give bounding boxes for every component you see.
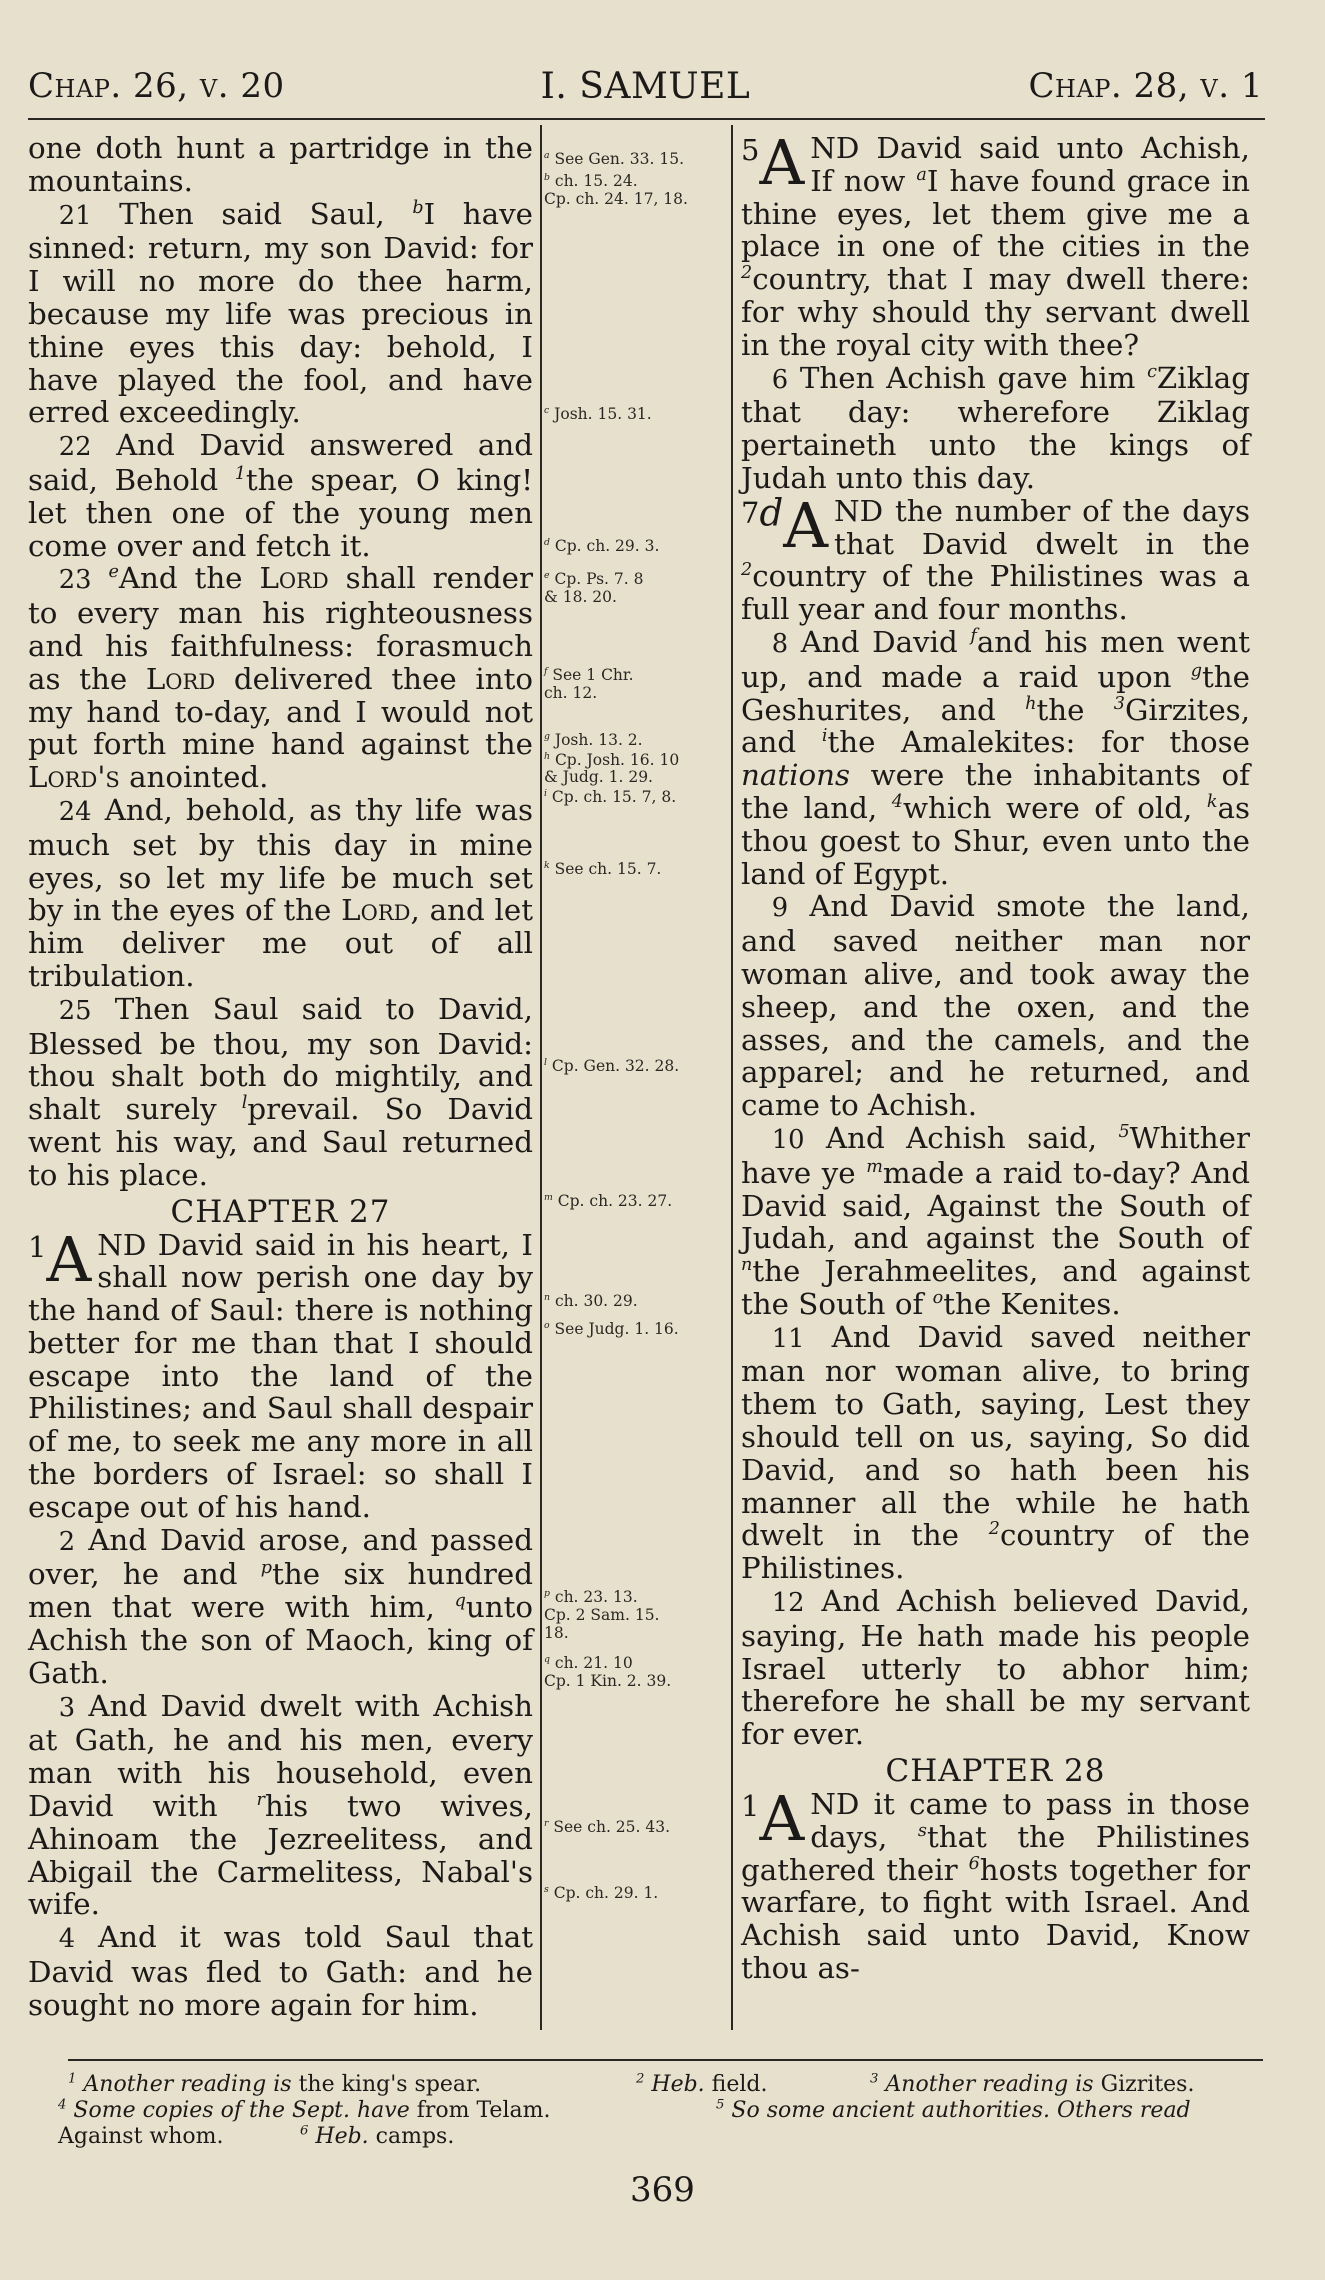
reference-entry: $^o$ See Judg. 1. 16.: [544, 1319, 679, 1338]
verse-8: 8 And David $^f$and his men went up, and made a raid upon $^g$the Geshurites, and $^h$the $^3$Girzites, and $^i$the Amalekites: for those nations were the inhabitants of the land, $^4$which were of old, $^k$as thou goest to Shur, even unto the land of Egypt.: [741, 624, 1251, 891]
reference-entry: $^c$ Josh. 15. 31.: [544, 404, 652, 423]
footnote-5: $^5$ So some ancient authorities. Others read: [716, 2097, 1191, 2123]
verse-20-end: one doth hunt a partridge in the mountains.: [28, 131, 533, 198]
reference-entry: Cp. 2 Sam. 15.: [544, 1606, 660, 1624]
chapter-27-verse-3: 3 And David dwelt with Achish at Gath, he and his men, every man with his household, even David with $^r$his two wives, Ahinoam the Jezreelitess, and Abigail the Carmelitess, Nabal's wife.: [28, 1688, 533, 1922]
page-number: 369: [630, 2170, 695, 2210]
verse-25: 25 Then Saul said to David, Blessed be thou, my son David: thou shalt both do mightily, and shalt surely $^l$prevail. So David went his way, and Saul returned to his place.: [28, 991, 533, 1192]
header-left: Chap. 26, v. 20: [28, 66, 285, 106]
reference-entry: $^f$ See 1 Chr.: [544, 665, 634, 684]
text-column-right: [741, 126, 1251, 1986]
header-right: Chap. 28, v. 1: [1028, 66, 1263, 106]
footnote-rule: [68, 2059, 1263, 2061]
verse-22: 22 And David answered and said, Behold $^1$the spear, O king! let then one of the young men come over and fetch it.: [28, 428, 533, 563]
footnote-4: $^4$ Some copies of the Sept. have from Telam.: [58, 2097, 551, 2123]
verse-23: 23 $^e$And the Lord shall render to every man his righteousness and his faithfulness: forasmuch as the Lord delivered thee into my hand to-day, and I would not put forth mine hand against the Lord's anointed.: [28, 561, 533, 795]
verse-10: 10 And Achish said, $^5$Whither have ye $^m$made a raid to-day? And David said, Against the South of Judah, and against the South of $^n$the Jerahmeelites, and against the South of $^o$the Kenites.: [741, 1120, 1250, 1321]
chapter-27-heading: CHAPTER 27: [170, 1193, 391, 1230]
chapter-28-verse-1: $^1$A ND it came to pass in those days, $^s$that the Philistines gathered their $^6$hosts together for warfare, to fight with Israel. And Achish said unto David, Know thou as-: [741, 1782, 1251, 1986]
reference-entry: ch. 12.: [544, 684, 598, 702]
verse-24: 24 And, behold, as thy life was much set by this day in mine eyes, so let my life be much set by in the eyes of the Lord, and let him deliver me out of all tribulation.: [28, 792, 533, 993]
header-rule: [28, 118, 1265, 120]
verse-6: 6 Then Achish gave him $^c$Ziklag that day: wherefore Ziklag pertaineth unto the kings of Judah unto this day.: [741, 360, 1250, 495]
chapter-27-verse-4: 4 And it was told Saul that David was fled to Gath: and he sought no more again for him.: [28, 1920, 533, 2022]
reference-entry: $^m$ Cp. ch. 23. 27.: [544, 1191, 673, 1210]
verse-12: 12 And Achish believed David, saying, He hath made his people Israel utterly to abhor him; therefore he shall be my servant for ever.: [741, 1584, 1250, 1752]
chapter-27-verse-1: $^1$A ND David said in his heart, I shall now perish one day by the hand of Saul: there is nothing better for me than that I should escape into the land of the Philistines; and Saul shall despair of me, to seek me any more in all the borders of Israel: so shall I escape out of his hand.: [28, 1222, 533, 1524]
reference-entry: $^e$ Cp. Ps. 7. 8: [544, 569, 644, 588]
reference-entry: $^i$ Cp. ch. 15. 7, 8.: [544, 787, 677, 806]
reference-entry: 18.: [544, 1624, 569, 1642]
chapter-27-verse-2: 2 And David arose, and passed over, he and $^p$the six hundred men that were with him, $^q$unto Achish the son of Maoch, king of Gath.: [28, 1522, 534, 1690]
reference-entry: $^n$ ch. 30. 29.: [544, 1291, 638, 1310]
reference-entry: $^a$ See Gen. 33. 15.: [544, 149, 684, 168]
footnote-2: $^2$ Heb. field.: [636, 2071, 768, 2097]
verse-9: 9 And David smote the land, and saved neither man nor woman alive, and took away the sheep, and the oxen, and the asses, and the camels, and the apparel; and he returned, and came to Achish.: [741, 889, 1250, 1123]
reference-entry: $^k$ See ch. 15. 7.: [544, 859, 662, 878]
footnote-3: $^3$ Another reading is Gizrites.: [870, 2071, 1195, 2097]
reference-entry: $^p$ ch. 23. 13.: [544, 1587, 638, 1606]
footnote-1: $^1$ Another reading is the king's spear.: [68, 2071, 482, 2097]
reference-entry: Cp. ch. 24. 17, 18.: [544, 190, 688, 208]
verse-7: $^{7d}$A ND the number of the days that David dwelt in the $^2$country of the Philistines was a full year and four months.: [741, 488, 1250, 627]
reference-entry: & 18. 20.: [544, 588, 617, 606]
reference-entry: $^q$ ch. 21. 10: [544, 1653, 633, 1672]
reference-entry: $^l$ Cp. Gen. 32. 28.: [544, 1056, 680, 1075]
footnote-6: $^6$ Heb. camps.: [300, 2123, 455, 2149]
reference-entry: $^h$ Cp. Josh. 16. 10: [544, 750, 680, 769]
running-header: [28, 66, 1263, 116]
text-column-left: [28, 132, 533, 2022]
reference-entry: $^g$ Josh. 13. 2.: [544, 730, 643, 749]
verse-5: $^5$A ND David said unto Achish, If now $^a$I have found grace in thine eyes, let them give me a place in one of the cities in the $^2$country, that I may dwell there: for why should thy servant dwell in the royal city with thee?: [741, 126, 1251, 362]
header-book-title: I. SAMUEL: [540, 66, 751, 107]
footnote-5-continued: Against whom.: [58, 2124, 224, 2149]
chapter-28-heading: CHAPTER 28: [885, 1753, 1106, 1790]
reference-entry: $^b$ ch. 15. 24.: [544, 171, 638, 190]
reference-entry: $^s$ Cp. ch. 29. 1.: [544, 1883, 659, 1902]
verse-21: 21 Then said Saul, $^b$I have sinned: return, my son David: for I will no more do thee harm, because my life was precious in thine eyes this day: behold, I have played the fool, and have erred exceedingly.: [28, 196, 533, 430]
reference-entry: Cp. 1 Kin. 2. 39.: [544, 1672, 672, 1690]
reference-entry: $^r$ See ch. 25. 43.: [544, 1817, 671, 1836]
reference-entry: $^d$ Cp. ch. 29. 3.: [544, 536, 660, 555]
verse-11: 11 And David saved neither man nor woman alive, to bring them to Gath, saying, Lest they should tell on us, saying, So did David, and so hath been his manner all the while he hath dwelt in the $^2$country of the Philistines.: [741, 1319, 1251, 1586]
reference-entry: & Judg. 1. 29.: [544, 768, 653, 786]
